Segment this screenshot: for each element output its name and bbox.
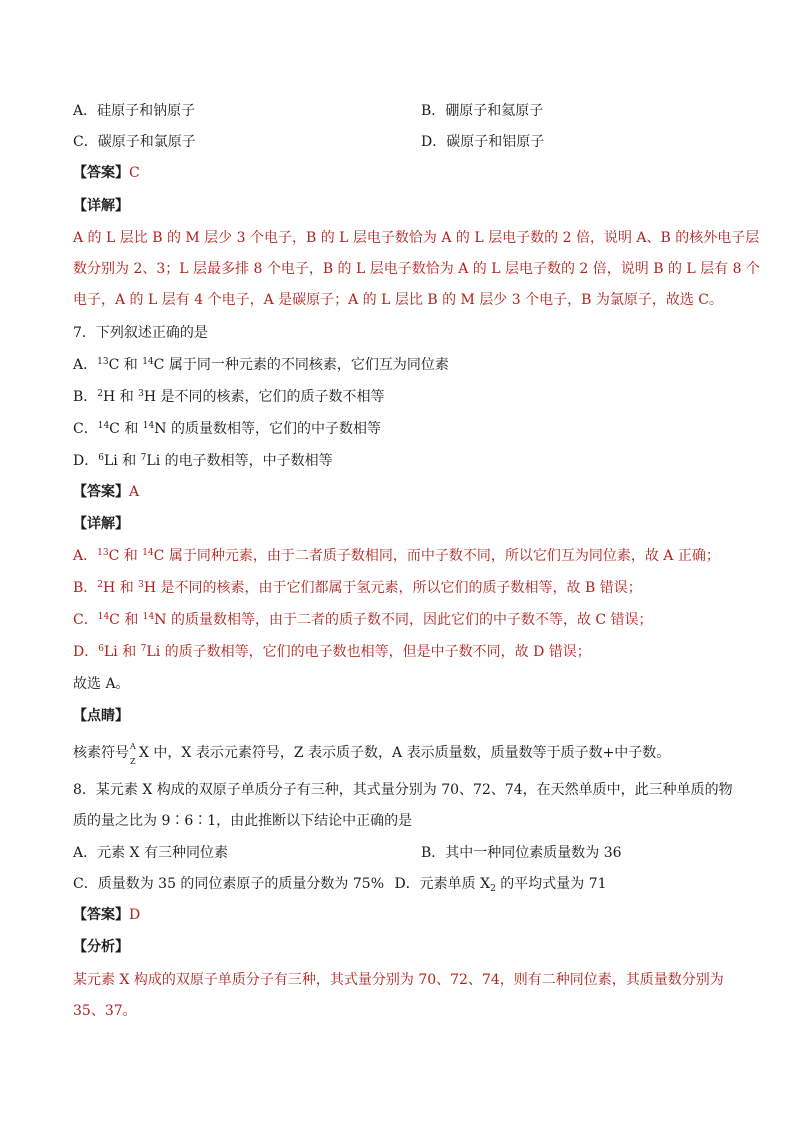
q8-analysis-line-1: 某元素 X 构成的双原子单质分子有三种，其式量分别为 70、72、74，则有二种同位素，其质量数分别为 <box>73 972 724 988</box>
q8-option-b: B．其中一种同位素质量数为 36 <box>421 845 622 861</box>
q6-detail-line-3: 电子，A 的 L 层有 4 个电子，A 是碳原子；A 的 L 层比 B 的 M 层少 3 个电子，B 为氯原子，故选 C。 <box>73 292 724 308</box>
q8-option-a: A．元素 X 有三种同位素 <box>73 845 228 861</box>
q7-point-tag-line <box>73 706 734 726</box>
q8-option-d: D．元素单质 $X_2$ 的平均式量为 71 <box>394 876 607 894</box>
q7-answer-line <box>73 482 734 502</box>
q8-analysis-tag-line <box>73 937 734 957</box>
q8-options-row-2 <box>73 874 734 894</box>
q7-detail-a: A．$^{13}$C 和 $^{14}$C 属于同种元素，由于二者质子数相同，而中子数不同，所以它们互为同位素，故 A 正确； <box>73 548 720 564</box>
analysis-tag: 【分析】 <box>73 939 129 955</box>
q8-answer: D <box>129 907 141 923</box>
q6-option-b: B．硼原子和氦原子 <box>421 103 544 119</box>
q7-answer: A <box>129 484 140 500</box>
q7-detail-b: B．$^2$H 和 $^3$H 是不同的核素，由于它们都属于氢元素，所以它们的质子数相等，故 B 错误； <box>73 580 642 596</box>
q8-options-row-1 <box>73 843 734 863</box>
q6-options-row-1 <box>73 101 734 121</box>
answer-tag: 【答案】 <box>73 484 129 500</box>
q8-analysis-line-2: 35、37。 <box>73 1003 137 1019</box>
q7-option-d: D．$^6$Li 和 $^7$Li 的电子数相等，中子数相等 <box>73 453 333 469</box>
answer-tag: 【答案】 <box>73 907 129 923</box>
nuclide-symbol: A Z <box>130 742 136 766</box>
q6-answer: C <box>129 165 140 181</box>
answer-tag: 【答案】 <box>73 165 129 181</box>
q6-detail-line-1: A 的 L 层比 B 的 M 层少 3 个电子，B 的 L 层电子数恰为 A 的 L 层电子数的 2 倍，说明 A、B 的核外电子层 <box>73 230 760 246</box>
q6-detail-tag-line <box>73 196 734 216</box>
q6-options-row-2 <box>73 132 734 152</box>
q8-option-c: C．质量数为 35 的同位素原子的质量分数为 75% <box>73 876 384 892</box>
detail-tag: 【详解】 <box>73 198 129 214</box>
q7-detail-d: D．$^6$Li 和 $^7$Li 的质子数相等，它们的电子数也相等，但是中子数不同，故 D 错误； <box>73 644 591 660</box>
q8-stem-line-1: 8．某元素 X 构成的双原子单质分子有三种，其式量分别为 70、72、74，在天然单质中，此三种单质的物 <box>73 782 733 798</box>
q6-answer-line <box>73 163 734 183</box>
q6-option-c: C．碳原子和氯原子 <box>73 134 196 150</box>
q7-detail-c: C．$^{14}$C 和 $^{14}$N 的质量数相等，由于二者的质子数不同，因此它们的中子数不等，故 C 错误； <box>73 612 653 628</box>
q7-point-text: 核素符号 A Z X 中，X 表示元素符号，Z 表示质子数，A 表示质量数，质量数等于质子数+中子数。 <box>73 742 671 766</box>
q8-stem-line-2: 质的量之比为 9∶6∶1，由此推断以下结论中正确的是 <box>73 813 413 829</box>
q7-option-c: C．$^{14}$C 和 $^{14}$N 的质量数相等，它们的中子数相等 <box>73 421 381 437</box>
detail-tag: 【详解】 <box>73 516 129 532</box>
q7-option-a: A．$^{13}$C 和 $^{14}$C 属于同一种元素的不同核素，它们互为同位素 <box>73 357 449 373</box>
q7-stem: 7．下列叙述正确的是 <box>73 325 208 341</box>
q8-answer-line <box>73 905 734 925</box>
q6-option-d: D．碳原子和铝原子 <box>421 134 545 150</box>
q7-detail-tag-line <box>73 514 734 534</box>
q7-option-b: B．$^2$H 和 $^3$H 是不同的核素，它们的质子数不相等 <box>73 389 385 405</box>
q6-detail-line-2: 数分别为 2、3；L 层最多排 8 个电子，B 的 L 层电子数恰为 A 的 L 层电子数的 2 倍，说明 B 的 L 层有 8 个 <box>73 261 760 277</box>
q7-conclusion: 故选 A。 <box>73 676 130 692</box>
point-tag: 【点睛】 <box>73 708 129 724</box>
q6-option-a: A．硅原子和钠原子 <box>73 103 196 119</box>
